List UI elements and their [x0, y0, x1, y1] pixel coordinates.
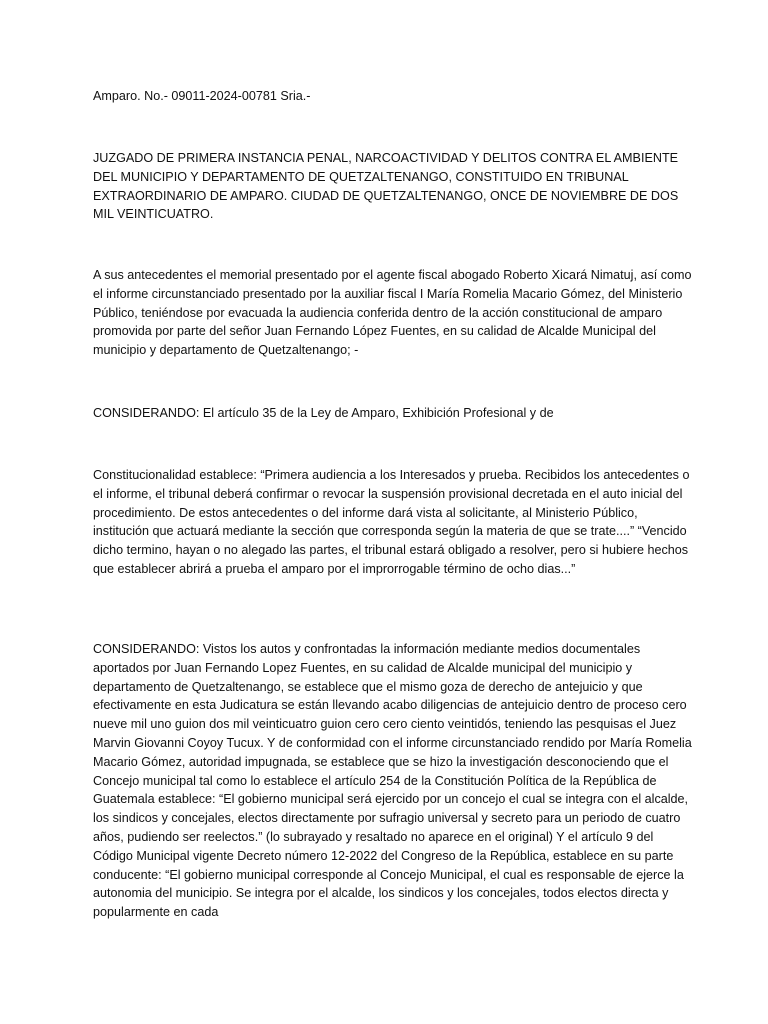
considerando-intro-paragraph: CONSIDERANDO: El artículo 35 de la Ley de Amparo, Exhibición Profesional y de	[93, 406, 554, 420]
second-considerando-paragraph: CONSIDERANDO: Vistos los autos y confrontadas la información mediante medios documentales aportados por Juan Fernando Lopez Fuentes, en su calidad de Alcalde municipal del municipio y departamento de Quetzaltenango, se establece que el mismo goza de derecho de antejuicio y que efectivamente en esta Judicatura se están llevando acabo diligencias de antejuicio dentro de proceso cero nueve mil uno guion dos mil veinticuatro guion cero cero ciento veintidós, teniendo las pesquisas el Juez Marvin Giovanni Coyoy Tucux. Y de conformidad con el informe circunstanciado rendido por María Romelia Macario Gómez, autoridad impugnada, se establece que se hizo la investigación desconociendo que el Concejo municipal tal como lo establece el artículo 254 de la Constitución Política de la República de Guatemala establece: “El gobierno municipal será ejercido por un concejo el cual se integra con el alcalde, los sindicos y concejales, electos directamente por sufragio universal y secreto para un periodo de cuatro años, pudiendo ser reelectos.” (lo subrayado y resaltado no aparece en el original) Y el artículo 9 del Código Municipal vigente Decreto número 12-2022 del Congreso de la República, establece en su parte conducente: “El gobierno municipal corresponde al Concejo Municipal, el cual es responsable de ejerce la autonomia del municipio. Se integra por el alcalde, los sindicos y los concejales, todos electos directa y popularmente en cada	[93, 642, 692, 920]
considerando-body-paragraph: Constitucionalidad establece: “Primera audiencia a los Interesados y prueba. Recibidos los antecedentes o el informe, el tribunal deberá confirmar o revocar la suspensión provisional decretada en el auto inicial del procedimiento. De estos antecedentes o del informe dará vista al solicitante, al Ministerio Público, institución que actuará mediante la sección que corresponda según la materia de que se trate....” “Vencido dicho termino, hayan o no alegado las partes, el tribunal estará obligado a resolver, pero si hubiere hechos que establecer abrirá a prueba el amparo por el improrrogable término de ocho dias...”	[93, 468, 690, 576]
antecedentes-paragraph: A sus antecedentes el memorial presentado por el agente fiscal abogado Roberto Xicará Nimatuj, así como el informe circunstanciado presentado por la auxiliar fiscal I María Romelia Macario Gómez, del Ministerio Público, teniéndose por evacuada la audiencia conferida dentro de la acción constitucional de amparo promovida por parte del señor Juan Fernando López Fuentes, en su calidad de Alcalde Municipal del municipio y departamento de Quetzaltenango; -	[93, 268, 692, 358]
case-number: Amparo. No.- 09011-2024-00781 Sria.-	[93, 89, 311, 103]
court-header: JUZGADO DE PRIMERA INSTANCIA PENAL, NARCOACTIVIDAD Y DELITOS CONTRA EL AMBIENTE DEL MUNICIPIO Y DEPARTAMENTO DE QUETZALTENANGO, CONSTITUIDO EN TRIBUNAL EXTRAORDINARIO DE AMPARO. CIUDAD DE QUETZALTENANGO, ONCE DE NOVIEMBRE DE DOS MIL VEINTICUATRO.	[93, 151, 679, 222]
